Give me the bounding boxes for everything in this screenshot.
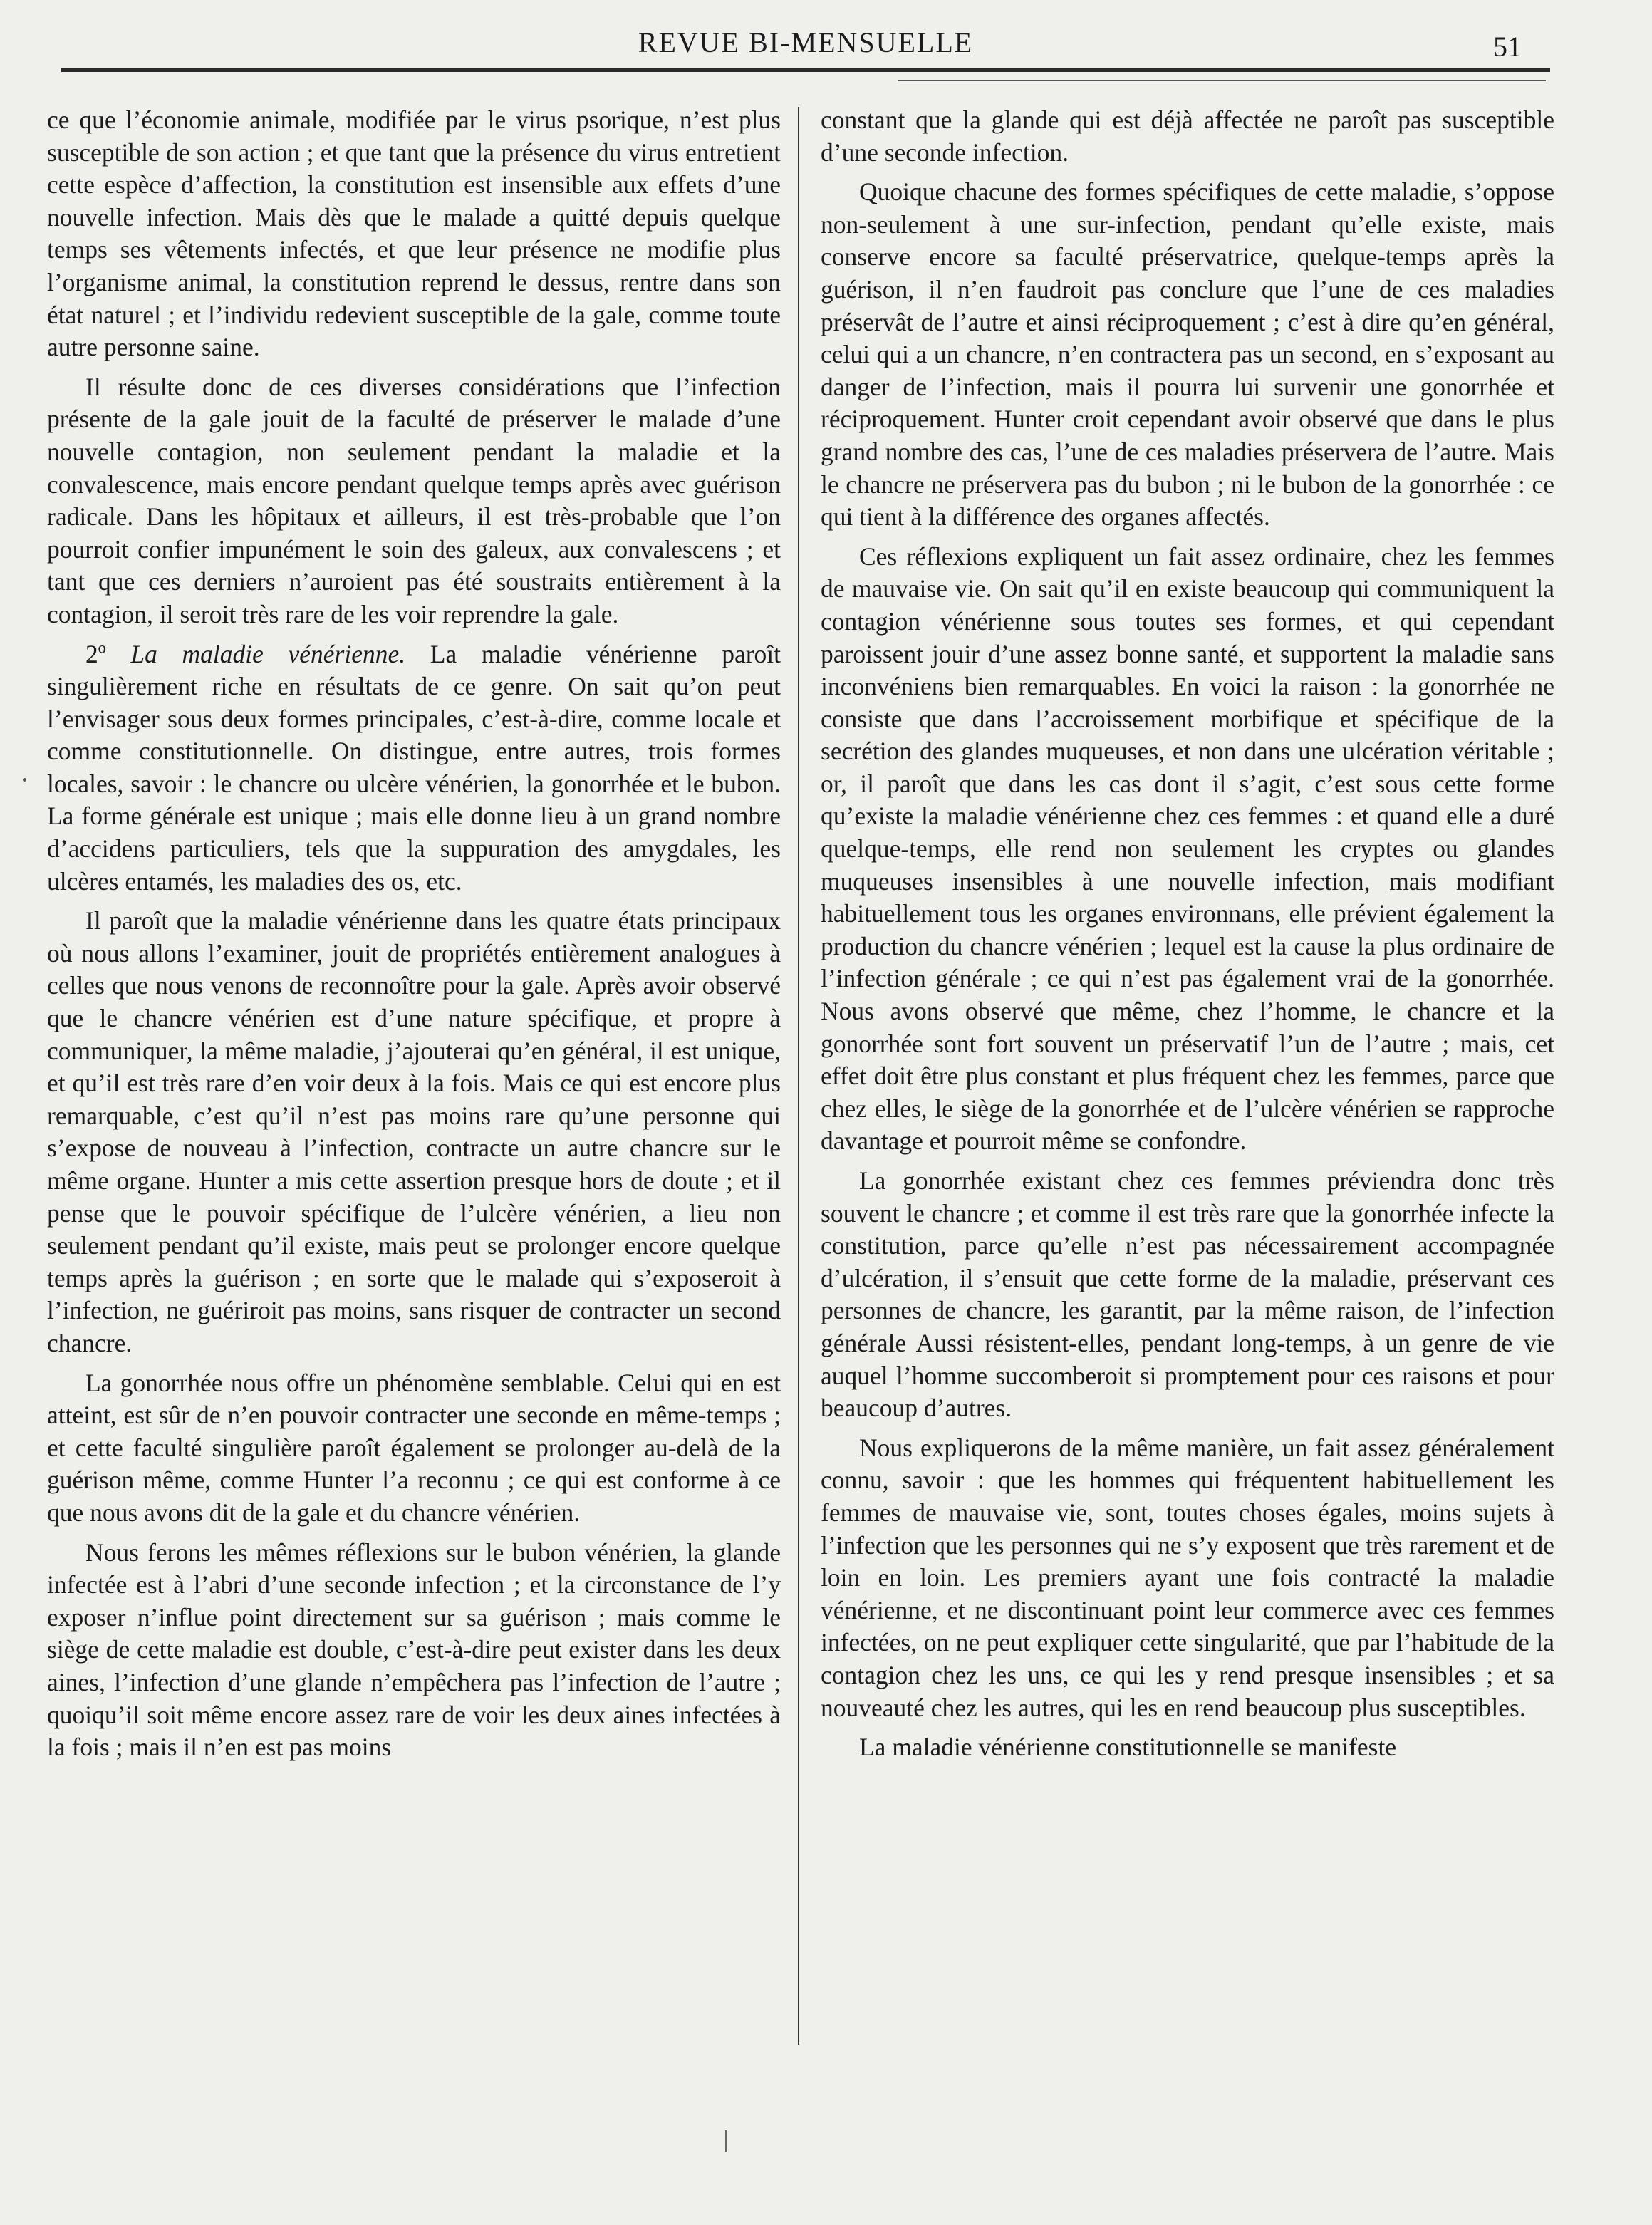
- running-title: REVUE BI-MENSUELLE: [638, 26, 974, 58]
- paragraph: La gonorrhée existant chez ces femmes préviendra donc très souvent le chancre ; et comme il est très rare que la gonorrhée infecte la constitution, parce qu’elle n’est pas nécessairement accompagnée d’ulcération, il s’ensuit que cette forme de la maladie, préservant ces personnes de chancre, les garantit, par la même raison, de l’infection générale Aussi résistent-elles, pendant long-temps, à un genre de vie auquel l’homme succomberoit si promptement pour ces raisons et pour beaucoup d’autres.: [821, 1166, 1554, 1423]
- header-rule: [61, 68, 1550, 72]
- right-column: [821, 104, 1554, 1771]
- paragraph: Il résulte donc de ces diverses considérations que l’infection présente de la gale jouit de la faculté de préserver le malade d’une nouvelle contagion, non seulement pendant la maladie et la convalescence, mais encore pendant quelque temps après avec guérison radicale. Dans les hôpitaux et ailleurs, il est très-probable que l’on pourroit confier impunément le soin des galeux, aux convalescens ; et tant que ces derniers n’auroient pas été soustraits entièrement à la contagion, il seroit très rare de les voir reprendre la gale.: [47, 372, 781, 628]
- page-number: 51: [1493, 31, 1522, 63]
- paragraph: [47, 638, 781, 898]
- section-heading: La maladie vénérienne.: [130, 639, 406, 668]
- paragraph-text: La maladie vénérienne paroît singulièrement riche en résultats de ce genre. On sait qu’on peut l’envisager sous deux formes principales, c’est-à-dire, comme locale et comme constitutionnelle. On distingue, entre autres, trois formes locales, savoir : le chancre ou ulcère vénérien, la gonorrhée et le bubon. La forme générale est unique ; mais elle donne lieu à un grand nombre d’accidens particuliers, tels que la suppuration des amygdales, les ulcères entamés, les maladies des os, etc.: [47, 639, 781, 896]
- paragraph: ce que l’économie animale, modifiée par le virus psorique, n’est plus susceptible de son action ; et que tant que la présence du virus entretient cette espèce d’affection, la constitution est insensible aux effets d’une nouvelle infection. Mais dès que le malade a quitté depuis quelque temps ses vêtements infectés, et que leur présence ne modifie plus l’organisme animal, la constitution reprend le dessus, rentre dans son état naturel ; et l’individu redevient susceptible de la gale, comme toute autre personne saine.: [47, 105, 781, 362]
- paragraph: La gonorrhée nous offre un phénomène semblable. Celui qui en est atteint, est sûr de n’en pouvoir contracter une seconde en même-temps ; et cette faculté singulière paroît également se prolonger au-delà de la guérison même, comme Hunter l’a reconnu ; ce qui est conforme à ce que nous avons dit de la gale et du chancre vénérien.: [47, 1368, 781, 1527]
- print-mark: [725, 2130, 727, 2152]
- paragraph: La maladie vénérienne constitutionnelle se manifeste: [859, 1733, 1397, 1762]
- paragraph: Nous expliquerons de la même manière, un fait assez généralement connu, savoir : que les hommes qui fréquentent habituellement les femmes de mauvaise vie, sont, toutes choses égales, moins sujets à l’infection que les personnes qui ne s’y exposent que très rarement et de loin en loin. Les premiers ayant une fois contracté la maladie vénérienne, et ne discontinuant point leur commerce avec ces femmes infectées, on ne peut expliquer cette singularité, que par l’habitude de la contagion chez les uns, ce qui les y rend presque insensibles ; et sa nouveauté chez les autres, qui les en rend beaucoup plus susceptibles.: [821, 1433, 1554, 1722]
- paragraph: Il paroît que la maladie vénérienne dans les quatre états principaux où nous allons l’examiner, jouit de propriétés entièrement analogues à celles que nous venons de reconnoître pour la gale. Après avoir observé que le chancre vénérien est d’une nature spécifique, et propre à communiquer, la même maladie, j’ajouterai qu’en général, il est unique, et qu’il est très rare d’en voir deux à la fois. Mais ce qui est encore plus remarquable, c’est qu’il n’est pas moins rare qu’une personne qui s’expose de nouveau à l’infection, contracte un autre chancre sur le même organe. Hunter a mis cette assertion presque hors de doute ; et il pense que le pouvoir spécifique de l’ulcère vénérien, a lieu non seulement pendant qu’il existe, mais peut se prolonger encore quelque temps après la guérison ; en sorte que le malade qui s’exposeroit à l’infection, ne guériroit pas moins, sans risquer de contracter un second chancre.: [47, 906, 781, 1357]
- paragraph: Nous ferons les mêmes réflexions sur le bubon vénérien, la glande infectée est à l’abri d’une seconde infection ; et la circonstance de l’y exposer n’influe point directement sur sa guérison ; mais comme le siège de cette maladie est double, c’est-à-dire peut exister dans les deux aines, l’infection d’une glande n’empêchera pas l’infection de l’autre ; quoiqu’il soit même encore assez rare de voir les deux aines infectées à la fois ; mais il n’en est pas moins: [47, 1537, 781, 1762]
- left-column: [47, 104, 781, 1771]
- print-speck: [23, 778, 26, 782]
- column-divider: [798, 107, 799, 2045]
- page-header: [61, 21, 1550, 64]
- paragraph: Quoique chacune des formes spécifiques de cette maladie, s’oppose non-seulement à une sur-infection, pendant qu’elle existe, mais conserve encore sa faculté préservatrice, quelque-temps après la guérison, il n’en faudroit pas conclure que l’une de ces maladies préservât de l’autre et ainsi réciproquement ; c’est à dire qu’en général, celui qui a un chancre, n’en contractera pas un second, en s’exposant au danger de l’infection, mais il pourra lui survenir une gonorrhée et réciproquement. Hunter croit cependant avoir observé que dans le plus grand nombre des cas, l’une de ces maladies préservera de l’autre. Mais le chancre ne préservera pas du bubon ; ni le bubon de la gonorrhée : ce qui tient à la différence des organes affectés.: [821, 177, 1554, 531]
- section-number: 2º: [85, 639, 106, 668]
- paragraph: Ces réflexions expliquent un fait assez ordinaire, chez les femmes de mauvaise vie. On sait qu’il en existe beaucoup qui communiquent la contagion vénérienne sous toutes ses formes, et qui cependant paroissent jouir d’une assez bonne santé, et supportent la maladie sans inconvéniens bien remarquables. En voici la raison : la gonorrhée ne consiste que dans l’accroissement morbifique et spécifique de la secrétion des glandes muqueuses, et non dans une ulcération véritable ; or, il paroît que dans les cas dont il s’agit, c’est sous cette forme qu’existe la maladie vénérienne chez ces femmes : et quand elle a duré quelque-temps, elle rend non seulement les cryptes ou glandes muqueuses insensibles à une nouvelle infection, mais modifiant habituellement tous les organes environnans, elle prévient également la production du chancre vénérien ; lequel est la cause la plus ordinaire de l’infection générale ; ce qui n’est pas également vrai de la gonorrhée. Nous avons observé que même, chez l’homme, le chancre et la gonorrhée sont fort souvent un préservatif l’un de l’autre ; mais, cet effet doit être plus constant et plus fréquent chez les femmes, parce que chez elles, le siège de la gonorrhée et de l’ulcère vénérien se rapproche davantage et pourroit même se confondre.: [821, 541, 1554, 1156]
- header-rule-secondary: [898, 80, 1546, 81]
- paragraph: constant que la glande qui est déjà affectée ne paroît pas susceptible d’une seconde infection.: [821, 105, 1554, 167]
